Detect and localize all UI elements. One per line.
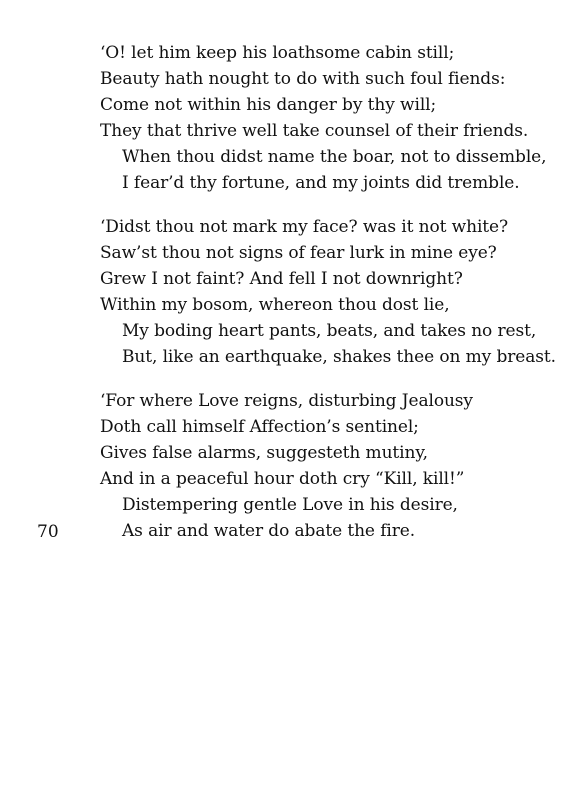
verse-line: Within my bosom, whereon thou dost lie,	[100, 295, 450, 315]
verse-line: They that thrive well take counsel of their friends.	[100, 121, 529, 141]
couplet-line: Distempering gentle Love in his desire,	[122, 495, 458, 515]
couplet-line: My boding heart pants, beats, and takes no rest,	[122, 321, 537, 341]
stanza-1	[100, 40, 560, 196]
verse-line: Saw’st thou not signs of fear lurk in mine eye?	[100, 243, 497, 263]
couplet-line: When thou didst name the boar, not to dissemble,	[122, 147, 547, 167]
verse-line: Gives false alarms, suggesteth mutiny,	[100, 443, 428, 463]
verse-line: ‘O! let him keep his loathsome cabin still;	[100, 43, 455, 63]
verse-line: And in a peaceful hour doth cry “Kill, kill!”	[100, 469, 465, 489]
verse-line: ‘For where Love reigns, disturbing Jealousy	[100, 391, 473, 411]
couplet-line: But, like an earthquake, shakes thee on my breast.	[122, 347, 556, 367]
line-number: 70	[37, 522, 59, 542]
verse-line: Doth call himself Affection’s sentinel;	[100, 417, 419, 437]
verse-line: Grew I not faint? And fell I not downright?	[100, 269, 463, 289]
stanza-2	[100, 214, 560, 370]
couplet-line: I fear’d thy fortune, and my joints did tremble.	[122, 173, 520, 193]
verse-line: Beauty hath nought to do with such foul fiends:	[100, 69, 506, 89]
verse-line: ‘Didst thou not mark my face? was it not white?	[100, 217, 508, 237]
couplet-line: As air and water do abate the fire.	[122, 521, 416, 541]
verse-line: Come not within his danger by thy will;	[100, 95, 437, 115]
stanza-3	[100, 388, 560, 544]
